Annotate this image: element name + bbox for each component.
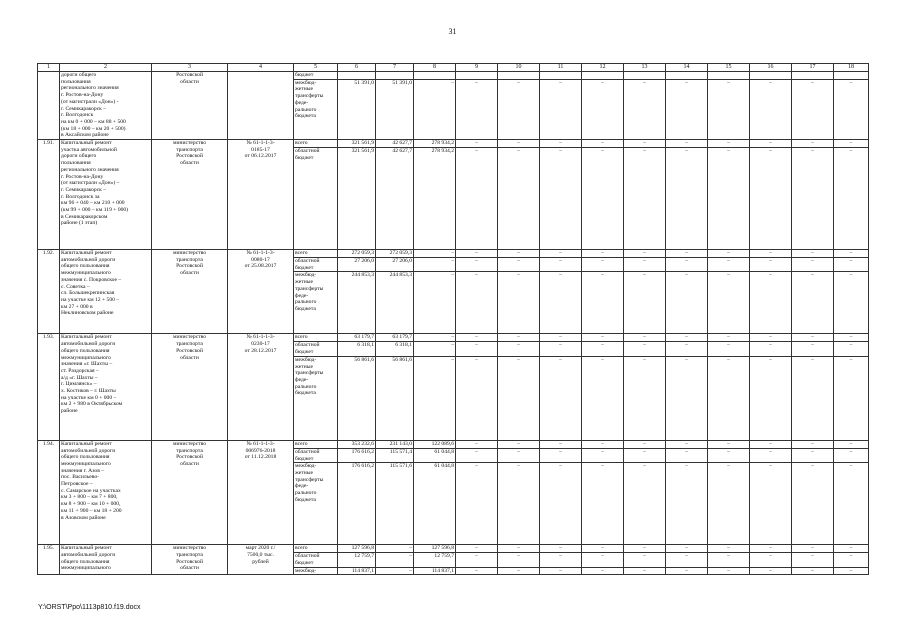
funding-source-cell: бюджет	[294, 72, 338, 80]
empty-year-cell: –	[834, 553, 869, 567]
empty-year-cell: –	[456, 567, 498, 575]
document-cell: март 2020 г./ 7500,0 тыс. рублей	[228, 545, 294, 575]
empty-year-cell: –	[540, 342, 582, 356]
empty-year-cell: –	[666, 440, 708, 448]
total-value-cell: 12 759,7	[338, 553, 376, 567]
year-value-cell: 272 059,3	[376, 250, 414, 258]
empty-year-cell: –	[708, 356, 750, 440]
empty-year-cell: –	[540, 463, 582, 545]
empty-year-cell: –	[708, 463, 750, 545]
empty-year-cell: –	[792, 148, 834, 250]
empty-year-cell: –	[540, 440, 582, 448]
year-value-cell: 42 627,7	[376, 148, 414, 250]
year-value-cell: 42 627,7	[376, 140, 414, 148]
row-number-cell: 1.92.	[38, 250, 60, 334]
funding-source-cell: всего	[294, 545, 338, 553]
empty-year-cell: –	[456, 448, 498, 462]
empty-year-cell: –	[456, 553, 498, 567]
empty-year-cell: –	[624, 463, 666, 545]
empty-year-cell: –	[666, 545, 708, 553]
funding-source-cell: межбюд- жетные трансферты феде- рального бюджета	[294, 356, 338, 440]
empty-year-cell: –	[582, 79, 624, 139]
total-value-cell: 176 616,2	[338, 448, 376, 462]
row-number-cell: 1.91.	[38, 140, 60, 250]
year-value-cell: 56 861,6	[376, 356, 414, 440]
empty-year-cell: –	[666, 140, 708, 148]
header-cell: 15	[708, 64, 750, 72]
empty-year-cell: –	[540, 250, 582, 258]
empty-year-cell: –	[708, 272, 750, 334]
total-value-cell: 272 059,3	[338, 250, 376, 258]
empty-year-cell: –	[582, 250, 624, 258]
funding-source-cell: областной бюджет	[294, 448, 338, 462]
document-cell	[228, 72, 294, 140]
empty-year-cell: –	[708, 140, 750, 148]
funding-source-cell: всего	[294, 140, 338, 148]
empty-year-cell: –	[792, 463, 834, 545]
year-value-cell: –	[376, 553, 414, 567]
empty-year-cell: –	[834, 356, 869, 440]
empty-year-cell: –	[792, 448, 834, 462]
object-name-cell: Капитальный ремонт автомобильной дороги общего пользования межмуниципального значения «г. Шахты – ст. Раздорская – а/д «г. Шахты – г. Цимлянск» – х. Костиков – г. Шахты на участке км 0 + 000 – км 2 + 980 в Октябрьском районе	[60, 334, 152, 440]
total-value-cell: 6 318,1	[338, 342, 376, 356]
header-cell: 3	[152, 64, 228, 72]
empty-year-cell: –	[498, 79, 540, 139]
object-name-cell: Капитальный ремонт автомобильной дороги общего пользования межмуниципального	[60, 545, 152, 575]
empty-year-cell: –	[750, 79, 792, 139]
empty-year-cell	[834, 72, 869, 80]
empty-year-cell: –	[834, 250, 869, 258]
row-number-cell: 1.93.	[38, 334, 60, 440]
header-cell: 14	[666, 64, 708, 72]
empty-year-cell: –	[624, 553, 666, 567]
empty-year-cell: –	[624, 356, 666, 440]
table-row	[38, 545, 869, 553]
document-cell: № 61-1-1-3- 0080-17 от 25.08.2017	[228, 250, 294, 334]
header-cell: 7	[376, 64, 414, 72]
total-value-cell: 321 561,9	[338, 148, 376, 250]
empty-year-cell: –	[582, 140, 624, 148]
empty-year-cell: –	[540, 140, 582, 148]
row-number-cell: 1.95.	[38, 545, 60, 575]
empty-year-cell: –	[498, 553, 540, 567]
empty-year-cell: –	[456, 250, 498, 258]
header-cell: 9	[456, 64, 498, 72]
table-row	[38, 72, 869, 80]
empty-year-cell: –	[792, 140, 834, 148]
empty-year-cell: –	[624, 567, 666, 575]
empty-year-cell: –	[624, 140, 666, 148]
total-value-cell: 63 179,7	[338, 334, 376, 342]
empty-year-cell: –	[498, 272, 540, 334]
header-cell: 13	[624, 64, 666, 72]
empty-year-cell: –	[456, 440, 498, 448]
year-value-cell	[376, 72, 414, 80]
empty-year-cell: –	[540, 448, 582, 462]
year-value-cell: –	[414, 356, 456, 440]
header-cell: 16	[750, 64, 792, 72]
empty-year-cell: –	[582, 148, 624, 250]
empty-year-cell: –	[834, 140, 869, 148]
empty-year-cell: –	[456, 258, 498, 272]
empty-year-cell: –	[792, 334, 834, 342]
total-value-cell: 27 206,0	[338, 258, 376, 272]
empty-year-cell: –	[750, 440, 792, 448]
funding-source-cell: межбюд- жетные трансферты феде- рального бюджета	[294, 272, 338, 334]
header-cell: 6	[338, 64, 376, 72]
empty-year-cell: –	[708, 440, 750, 448]
empty-year-cell: –	[666, 553, 708, 567]
empty-year-cell: –	[540, 334, 582, 342]
page-number: 31	[448, 27, 457, 36]
empty-year-cell: –	[498, 545, 540, 553]
empty-year-cell: –	[582, 567, 624, 575]
funding-source-cell: всего	[294, 440, 338, 448]
year-value-cell: –	[414, 272, 456, 334]
empty-year-cell: –	[582, 356, 624, 440]
empty-year-cell: –	[456, 272, 498, 334]
empty-year-cell: –	[498, 463, 540, 545]
empty-year-cell: –	[498, 148, 540, 250]
total-value-cell: 114 837,1	[338, 567, 376, 575]
empty-year-cell: –	[792, 258, 834, 272]
empty-year-cell: –	[624, 334, 666, 342]
year-value-cell: 244 853,3	[376, 272, 414, 334]
header-cell: 4	[228, 64, 294, 72]
customer-cell: министерство транспорта Ростовской области	[152, 545, 228, 575]
empty-year-cell: –	[666, 272, 708, 334]
year-value-cell: –	[414, 79, 456, 139]
empty-year-cell	[666, 72, 708, 80]
document-cell: № 61-1-1-3- 0230-17 от 28.12.2017	[228, 334, 294, 440]
empty-year-cell: –	[792, 545, 834, 553]
header-row	[38, 64, 869, 72]
empty-year-cell	[750, 72, 792, 80]
year-value-cell: 51 391,0	[376, 79, 414, 139]
empty-year-cell: –	[582, 342, 624, 356]
empty-year-cell: –	[498, 567, 540, 575]
empty-year-cell: –	[582, 272, 624, 334]
empty-year-cell: –	[708, 553, 750, 567]
empty-year-cell: –	[498, 342, 540, 356]
empty-year-cell: –	[582, 440, 624, 448]
row-number-cell	[38, 72, 60, 140]
header-cell: 10	[498, 64, 540, 72]
empty-year-cell: –	[624, 448, 666, 462]
total-value-cell: 353 232,6	[338, 440, 376, 448]
header-cell: 2	[60, 64, 152, 72]
empty-year-cell: –	[540, 356, 582, 440]
empty-year-cell: –	[834, 448, 869, 462]
empty-year-cell: –	[708, 545, 750, 553]
empty-year-cell: –	[540, 258, 582, 272]
empty-year-cell: –	[708, 334, 750, 342]
total-value-cell: 176 616,2	[338, 463, 376, 545]
empty-year-cell: –	[456, 148, 498, 250]
year-value-cell: 114 837,1	[414, 567, 456, 575]
empty-year-cell: –	[624, 342, 666, 356]
empty-year-cell: –	[834, 148, 869, 250]
empty-year-cell: –	[456, 140, 498, 148]
header-cell: 11	[540, 64, 582, 72]
empty-year-cell	[456, 72, 498, 80]
empty-year-cell: –	[624, 250, 666, 258]
funding-source-cell: всего	[294, 334, 338, 342]
empty-year-cell: –	[750, 448, 792, 462]
empty-year-cell: –	[498, 258, 540, 272]
empty-year-cell: –	[540, 79, 582, 139]
year-value-cell: 61 044,8	[414, 448, 456, 462]
year-value-cell: –	[414, 334, 456, 342]
empty-year-cell: –	[750, 258, 792, 272]
empty-year-cell: –	[792, 567, 834, 575]
empty-year-cell: –	[666, 258, 708, 272]
empty-year-cell	[624, 72, 666, 80]
empty-year-cell: –	[666, 148, 708, 250]
empty-year-cell: –	[498, 140, 540, 148]
year-value-cell: 278 934,2	[414, 148, 456, 250]
document-cell: № 61-1-1-3- 0185-17 от 06.12.2017	[228, 140, 294, 250]
empty-year-cell: –	[624, 440, 666, 448]
empty-year-cell: –	[498, 250, 540, 258]
empty-year-cell: –	[750, 140, 792, 148]
empty-year-cell	[540, 72, 582, 80]
empty-year-cell: –	[456, 356, 498, 440]
empty-year-cell: –	[792, 272, 834, 334]
empty-year-cell: –	[834, 342, 869, 356]
year-value-cell: 61 044,8	[414, 463, 456, 545]
empty-year-cell: –	[792, 553, 834, 567]
header-cell: 5	[294, 64, 338, 72]
empty-year-cell: –	[834, 440, 869, 448]
empty-year-cell: –	[498, 356, 540, 440]
empty-year-cell: –	[750, 545, 792, 553]
funding-source-cell: межбюд- жетные трансферты феде- рального бюджета	[294, 463, 338, 545]
empty-year-cell: –	[750, 567, 792, 575]
funding-source-cell: областной бюджет	[294, 148, 338, 250]
funding-source-cell: всего	[294, 250, 338, 258]
empty-year-cell: –	[582, 258, 624, 272]
total-value-cell: 56 861,6	[338, 356, 376, 440]
funding-source-cell: областной бюджет	[294, 342, 338, 356]
empty-year-cell: –	[834, 334, 869, 342]
empty-year-cell: –	[456, 334, 498, 342]
empty-year-cell	[582, 72, 624, 80]
empty-year-cell: –	[834, 463, 869, 545]
empty-year-cell: –	[792, 440, 834, 448]
empty-year-cell: –	[666, 334, 708, 342]
year-value-cell: –	[414, 250, 456, 258]
total-value-cell: 51 391,0	[338, 79, 376, 139]
empty-year-cell: –	[624, 545, 666, 553]
empty-year-cell: –	[792, 79, 834, 139]
empty-year-cell: –	[666, 463, 708, 545]
funding-source-cell: межбюд-	[294, 567, 338, 575]
year-value-cell: –	[414, 342, 456, 356]
year-value-cell	[414, 72, 456, 80]
table-row	[38, 140, 869, 148]
empty-year-cell: –	[456, 545, 498, 553]
empty-year-cell: –	[624, 272, 666, 334]
funding-source-cell: областной бюджет	[294, 258, 338, 272]
funding-source-cell: межбюд- жетные трансферты феде- рального бюджета	[294, 79, 338, 139]
empty-year-cell: –	[750, 342, 792, 356]
year-value-cell: 231 143,0	[376, 440, 414, 448]
object-name-cell: Капитальный ремонт автомобильной дороги общего пользования межмуниципального значения г. Азов – пос. Васильево- Петровское – с. Самарское на участках км 3 + 800 – км 7 + 800, км 8 + 900 – км 10 + 000, км 11 + 900 – км 18 + 200 в Азовском районе	[60, 440, 152, 544]
total-value-cell	[338, 72, 376, 80]
empty-year-cell: –	[540, 148, 582, 250]
empty-year-cell: –	[750, 250, 792, 258]
empty-year-cell: –	[582, 334, 624, 342]
empty-year-cell: –	[666, 79, 708, 139]
empty-year-cell	[792, 72, 834, 80]
empty-year-cell: –	[540, 553, 582, 567]
empty-year-cell: –	[708, 258, 750, 272]
year-value-cell: 6 318,1	[376, 342, 414, 356]
header-cell: 1	[38, 64, 60, 72]
empty-year-cell: –	[498, 448, 540, 462]
empty-year-cell: –	[624, 148, 666, 250]
year-value-cell: –	[376, 567, 414, 575]
year-value-cell: 27 206,0	[376, 258, 414, 272]
object-name-cell: Капитальный ремонт автомобильной дороги общего пользования межмуниципального значения с. Покровское – с. Советка – сл. Большекрепинская на участке км 12 + 500 – км 27 + 000 в Неклиновском районе	[60, 250, 152, 334]
empty-year-cell: –	[666, 567, 708, 575]
empty-year-cell: –	[540, 272, 582, 334]
table-row	[38, 334, 869, 342]
document-cell: № 61-1-1-3- 006976-2018 от 11.12.2018	[228, 440, 294, 544]
object-name-cell: Капитальный ремонт участка автомобильной дороги общего пользования регионального значения г. Ростов-на-Дону (от магистрали «Дон») – г. Семикаракорск – г. Волгодонск за км 96 + 040 – км 210 + 000 (км 99 + 000 – км 119 + 000) в Семикаракорском районе (1 этап)	[60, 140, 152, 250]
year-value-cell: –	[376, 545, 414, 553]
empty-year-cell: –	[708, 342, 750, 356]
file-path-footer: Y:\ORST\Ppo\1113p810.f19.docx	[38, 604, 141, 611]
header-cell: 18	[834, 64, 869, 72]
empty-year-cell: –	[582, 545, 624, 553]
empty-year-cell: –	[456, 463, 498, 545]
empty-year-cell: –	[834, 258, 869, 272]
empty-year-cell: –	[834, 79, 869, 139]
year-value-cell: –	[414, 258, 456, 272]
empty-year-cell: –	[792, 250, 834, 258]
empty-year-cell: –	[708, 567, 750, 575]
empty-year-cell: –	[708, 448, 750, 462]
empty-year-cell: –	[792, 356, 834, 440]
year-value-cell: 278 934,2	[414, 140, 456, 148]
header-cell: 17	[792, 64, 834, 72]
year-value-cell: 115 571,6	[376, 463, 414, 545]
empty-year-cell: –	[750, 272, 792, 334]
customer-cell: министерство транспорта Ростовской области	[152, 334, 228, 440]
budget-table	[37, 63, 869, 575]
object-name-cell: дороги общего пользования регионального значения г. Ростов-на-Дону (от магистрали «Дон») - г. Семикаракорск – г. Волгодонск на км 0 + 000 – км 88 + 500 (км 18 + 000 – км 20 + 500) в Аксайском районе	[60, 72, 152, 140]
empty-year-cell: –	[456, 342, 498, 356]
customer-cell: Ростовской области	[152, 72, 228, 140]
table-row	[38, 250, 869, 258]
total-value-cell: 244 853,3	[338, 272, 376, 334]
year-value-cell: 127 596,8	[414, 545, 456, 553]
empty-year-cell	[498, 72, 540, 80]
header-cell: 8	[414, 64, 456, 72]
empty-year-cell: –	[582, 448, 624, 462]
empty-year-cell: –	[540, 545, 582, 553]
empty-year-cell: –	[456, 79, 498, 139]
empty-year-cell: –	[834, 272, 869, 334]
empty-year-cell: –	[708, 79, 750, 139]
empty-year-cell: –	[666, 356, 708, 440]
empty-year-cell: –	[624, 258, 666, 272]
empty-year-cell: –	[666, 250, 708, 258]
customer-cell: министерство транспорта Ростовской области	[152, 140, 228, 250]
empty-year-cell: –	[834, 567, 869, 575]
empty-year-cell: –	[666, 448, 708, 462]
empty-year-cell: –	[834, 545, 869, 553]
total-value-cell: 321 561,9	[338, 140, 376, 148]
year-value-cell: 12 759,7	[414, 553, 456, 567]
customer-cell: министерство транспорта Ростовской области	[152, 440, 228, 544]
total-value-cell: 127 596,8	[338, 545, 376, 553]
empty-year-cell: –	[750, 148, 792, 250]
empty-year-cell: –	[708, 250, 750, 258]
year-value-cell: 63 179,7	[376, 334, 414, 342]
empty-year-cell: –	[750, 463, 792, 545]
empty-year-cell: –	[582, 553, 624, 567]
row-number-cell: 1.94.	[38, 440, 60, 544]
empty-year-cell: –	[498, 334, 540, 342]
header-cell: 12	[582, 64, 624, 72]
empty-year-cell: –	[624, 79, 666, 139]
empty-year-cell: –	[666, 342, 708, 356]
empty-year-cell	[708, 72, 750, 80]
empty-year-cell: –	[750, 334, 792, 342]
funding-source-cell: областной бюджет	[294, 553, 338, 567]
empty-year-cell: –	[582, 463, 624, 545]
empty-year-cell: –	[750, 356, 792, 440]
empty-year-cell: –	[792, 342, 834, 356]
empty-year-cell: –	[708, 148, 750, 250]
empty-year-cell: –	[750, 553, 792, 567]
customer-cell: министерство транспорта Ростовской области	[152, 250, 228, 334]
year-value-cell: 122 089,6	[414, 440, 456, 448]
table-row	[38, 440, 869, 448]
empty-year-cell: –	[540, 567, 582, 575]
year-value-cell: 115 571,4	[376, 448, 414, 462]
empty-year-cell: –	[498, 440, 540, 448]
